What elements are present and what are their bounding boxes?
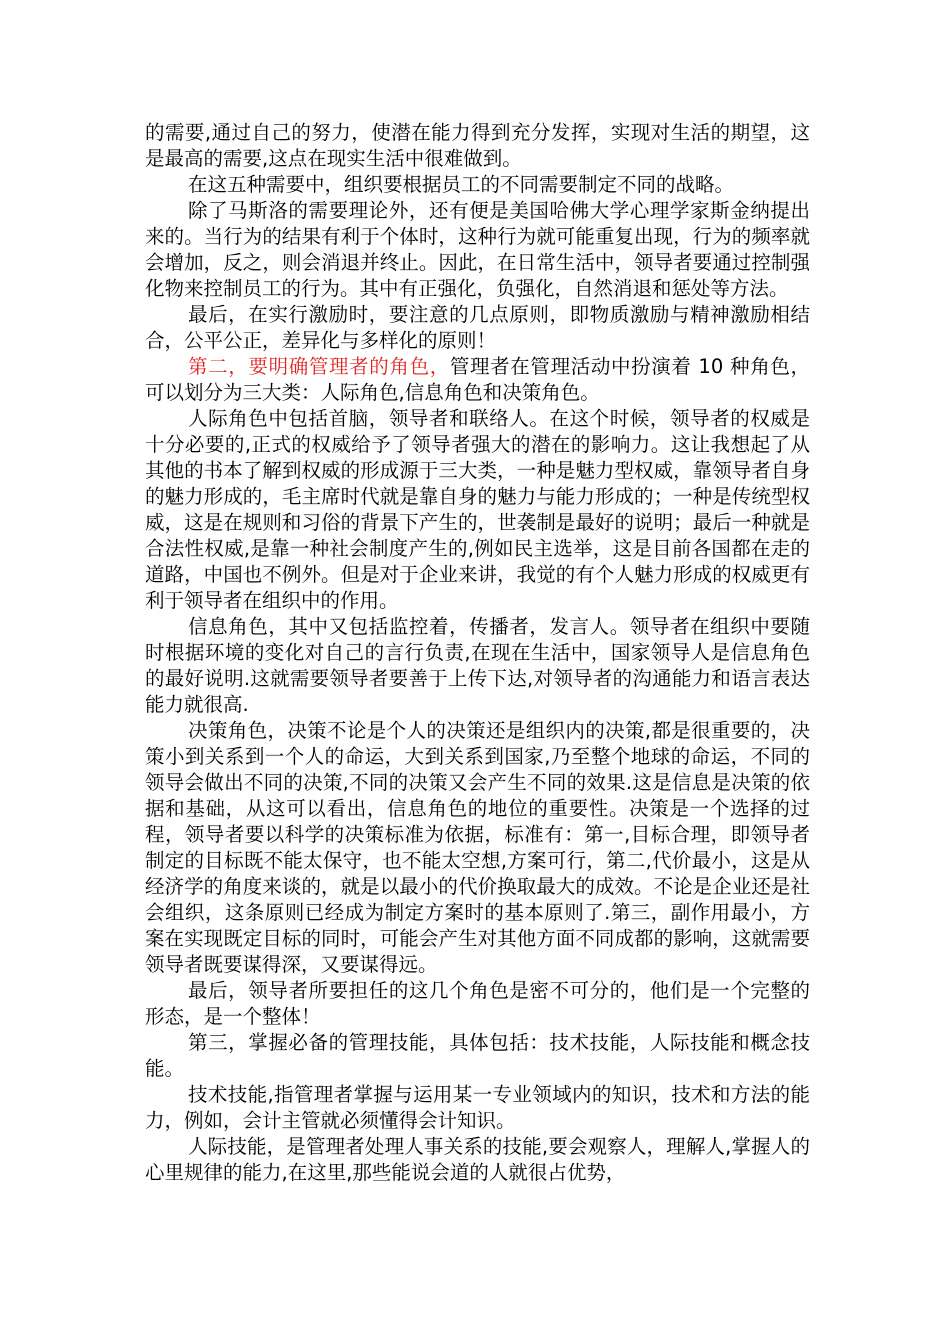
paragraph-5	[145, 354, 810, 406]
paragraph-4	[145, 302, 810, 354]
paragraph-9	[145, 978, 810, 1030]
paragraph-12	[145, 1134, 810, 1186]
document-page	[145, 120, 810, 1186]
paragraph-12-text: 人际技能，是管理者处理人事关系的技能,要会观察人，理解人,掌握人的心里规律的能力,在这里,那些能说会道的人就很占优势，	[145, 1135, 810, 1184]
paragraph-3-text: 除了马斯洛的需要理论外，还有便是美国哈佛大学心理学家斯金纳提出来的。当行为的结果有利于个体时，这种行为就可能重复出现，行为的频率就会增加，反之，则会消退并终止。因此，在日常生活中，领导者要通过控制强化物来控制员工的行为。其中有正强化，负强化，自然消退和惩处等方法。	[145, 199, 810, 300]
paragraph-7-text: 信息角色，其中又包括监控着，传播者，发言人。领导者在组织中要随时根据环境的变化对自己的言行负责,在现在生活中，国家领导人是信息角色的最好说明.这就需要领导者要善于上传下达,对领导者的沟通能力和语言表达能力就很高.	[145, 615, 810, 716]
paragraph-2-text: 在这五种需要中，组织要根据员工的不同需要制定不同的战略。	[188, 173, 735, 196]
paragraph-11-text: 技术技能,指管理者掌握与运用某一专业领域内的知识，技术和方法的能力，例如，会计主管就必须懂得会计知识。	[145, 1083, 810, 1132]
paragraph-10	[145, 1030, 810, 1082]
paragraph-9-text: 最后，领导者所要担任的这几个角色是密不可分的，他们是一个完整的形态，是一个整体！	[145, 979, 810, 1028]
paragraph-1-text: 的需要,通过自己的努力，使潜在能力得到充分发挥，实现对生活的期望，这是最高的需要,这点在现实生活中很难做到。	[145, 121, 810, 170]
paragraph-1	[145, 120, 810, 172]
paragraph-5-text: 管理者在管理活动中扮演着 10 种角色，可以划分为三大类：人际角色,信息角色和决策角色。	[145, 355, 810, 404]
paragraph-10-text: 第三，掌握必备的管理技能，具体包括：技术技能，人际技能和概念技能。	[145, 1031, 810, 1080]
paragraph-4-text: 最后，在实行激励时，要注意的几点原则，即物质激励与精神激励相结合，公平公正，差异化与多样化的原则！	[145, 303, 810, 352]
paragraph-3	[145, 198, 810, 302]
paragraph-2	[145, 172, 810, 198]
paragraph-6	[145, 406, 810, 614]
paragraph-6-text: 人际角色中包括首脑，领导者和联络人。在这个时候，领导者的权威是十分必要的,正式的权威给予了领导者强大的潜在的影响力。这让我想起了从其他的书本了解到权威的形成源于三大类，一种是魅力型权威，靠领导者自身的魅力形成的，毛主席时代就是靠自身的魅力与能力形成的；一种是传统型权威，这是在规则和习俗的背景下产生的，世袭制是最好的说明；最后一种就是合法性权威,是靠一种社会制度产生的,例如民主选举，这是目前各国都在走的道路，中国也不例外。但是对于企业来讲，我觉的有个人魅力形成的权威更有利于领导者在组织中的作用。	[145, 407, 810, 612]
paragraph-7	[145, 614, 810, 718]
paragraph-8	[145, 718, 810, 978]
section-heading-highlight: 第二，要明确管理者的角色，	[188, 355, 450, 378]
paragraph-11	[145, 1082, 810, 1134]
paragraph-8-text: 决策角色，决策不论是个人的决策还是组织内的决策,都是很重要的，决策小到关系到一个人的命运，大到关系到国家,乃至整个地球的命运，不同的领导会做出不同的决策,不同的决策又会产生不同的效果.这是信息是决策的依据和基础，从这可以看出，信息角色的地位的重要性。决策是一个选择的过程，领导者要以科学的决策标准为依据，标准有：第一,目标合理，即领导者制定的目标既不能太保守，也不能太空想,方案可行，第二,代价最小，这是从经济学的角度来谈的，就是以最小的代价换取最大的成效。不论是企业还是社会组织，这条原则已经成为制定方案时的基本原则了.第三，副作用最小，方案在实现既定目标的同时，可能会产生对其他方面不同成都的影响，这就需要领导者既要谋得深，又要谋得远。	[145, 719, 810, 976]
